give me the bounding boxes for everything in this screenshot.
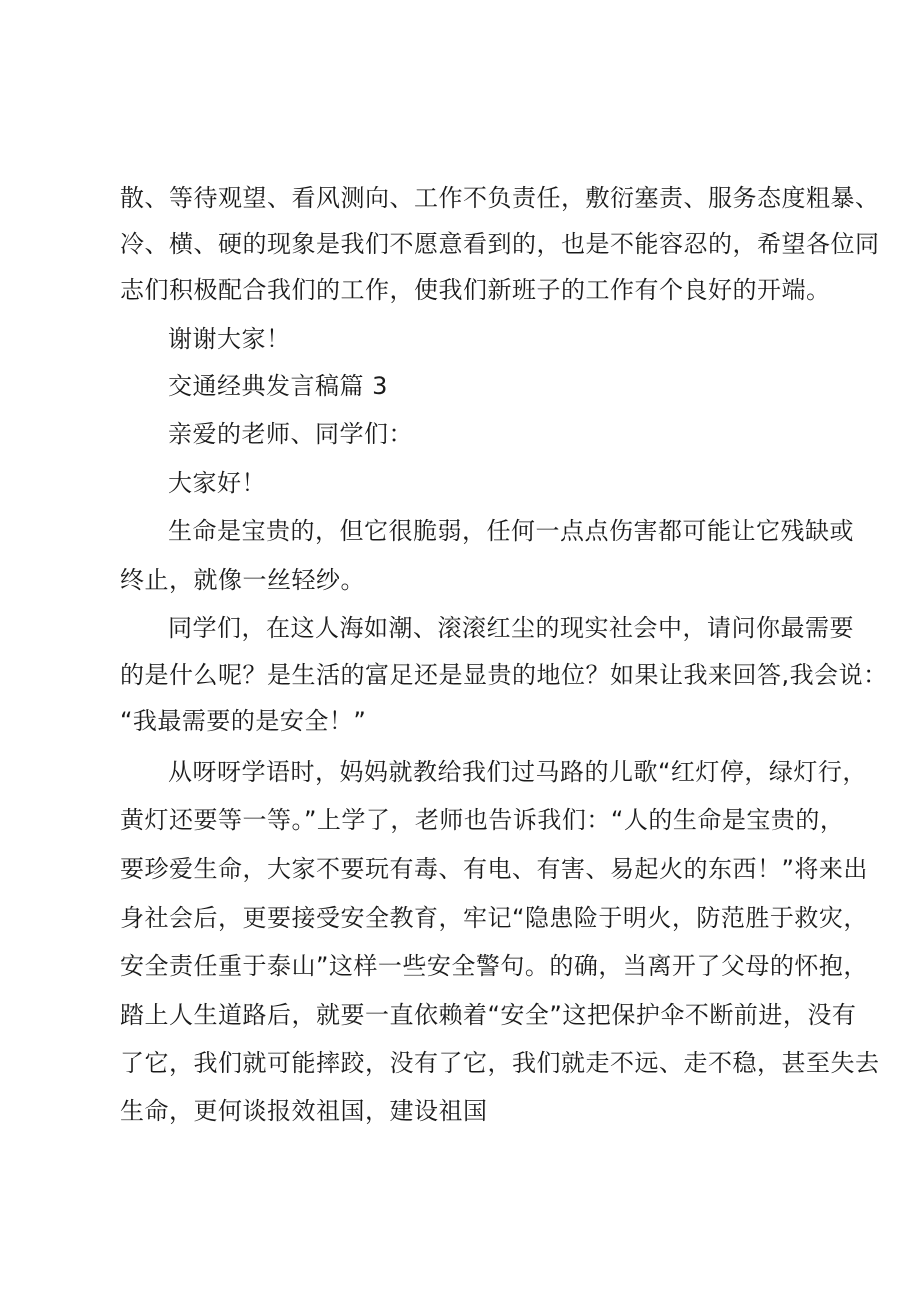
section-heading: 交通经典发言稿篇 3 xyxy=(168,372,388,400)
text-line: 黄灯还要等一等。”上学了，老师也告诉我们：“人的生命是宝贵的， xyxy=(120,806,845,834)
text-line: 同学们，在这人海如潮、滚滚红尘的现实社会中，请问你最需要 xyxy=(168,614,854,642)
text-line: 生命是宝贵的，但它很脆弱，任何一点点伤害都可能让它残缺或 xyxy=(168,517,854,545)
text-line: 散、等待观望、看风测向、工作不负责任，敷衍塞责、服务态度粗暴、 xyxy=(120,184,880,212)
text-line: 要珍爱生命，大家不要玩有毒、有电、有害、易起火的东西！”将来出 xyxy=(120,855,868,883)
closing-thanks: 谢谢大家！ xyxy=(168,325,291,353)
text-line: 了它，我们就可能摔跤，没有了它，我们就走不远、走不稳，甚至失去 xyxy=(120,1049,880,1077)
text-line: 的是什么呢？是生活的富足还是显贵的地位？如果让我来回答,我会说： xyxy=(120,661,888,689)
text-line: 安全责任重于泰山”这样一些安全警句。的确，当离开了父母的怀抱， xyxy=(120,952,868,980)
text-line: “我最需要的是安全！” xyxy=(120,707,367,735)
greeting: 大家好！ xyxy=(168,469,266,497)
text-line: 从呀呀学语时，妈妈就教给我们过马路的儿歌“红灯停，绿灯行， xyxy=(168,758,867,786)
text-line: 志们积极配合我们的工作，使我们新班子的工作有个良好的开端。 xyxy=(120,276,831,304)
text-line: 生命，更何谈报效祖国，建设祖国 xyxy=(120,1097,488,1125)
text-line: 身社会后，更要接受安全教育，牢记“隐患险于明火，防范胜于救灾， xyxy=(120,904,868,932)
text-line: 踏上人生道路后，就要一直依赖着“安全”这把保护伞不断前进，没有 xyxy=(120,1001,857,1029)
salutation: 亲爱的老师、同学们： xyxy=(168,420,413,448)
text-line: 终止，就像一丝轻纱。 xyxy=(120,566,365,594)
text-line: 冷、横、硬的现象是我们不愿意看到的，也是不能容忍的，希望各位同 xyxy=(120,230,880,258)
